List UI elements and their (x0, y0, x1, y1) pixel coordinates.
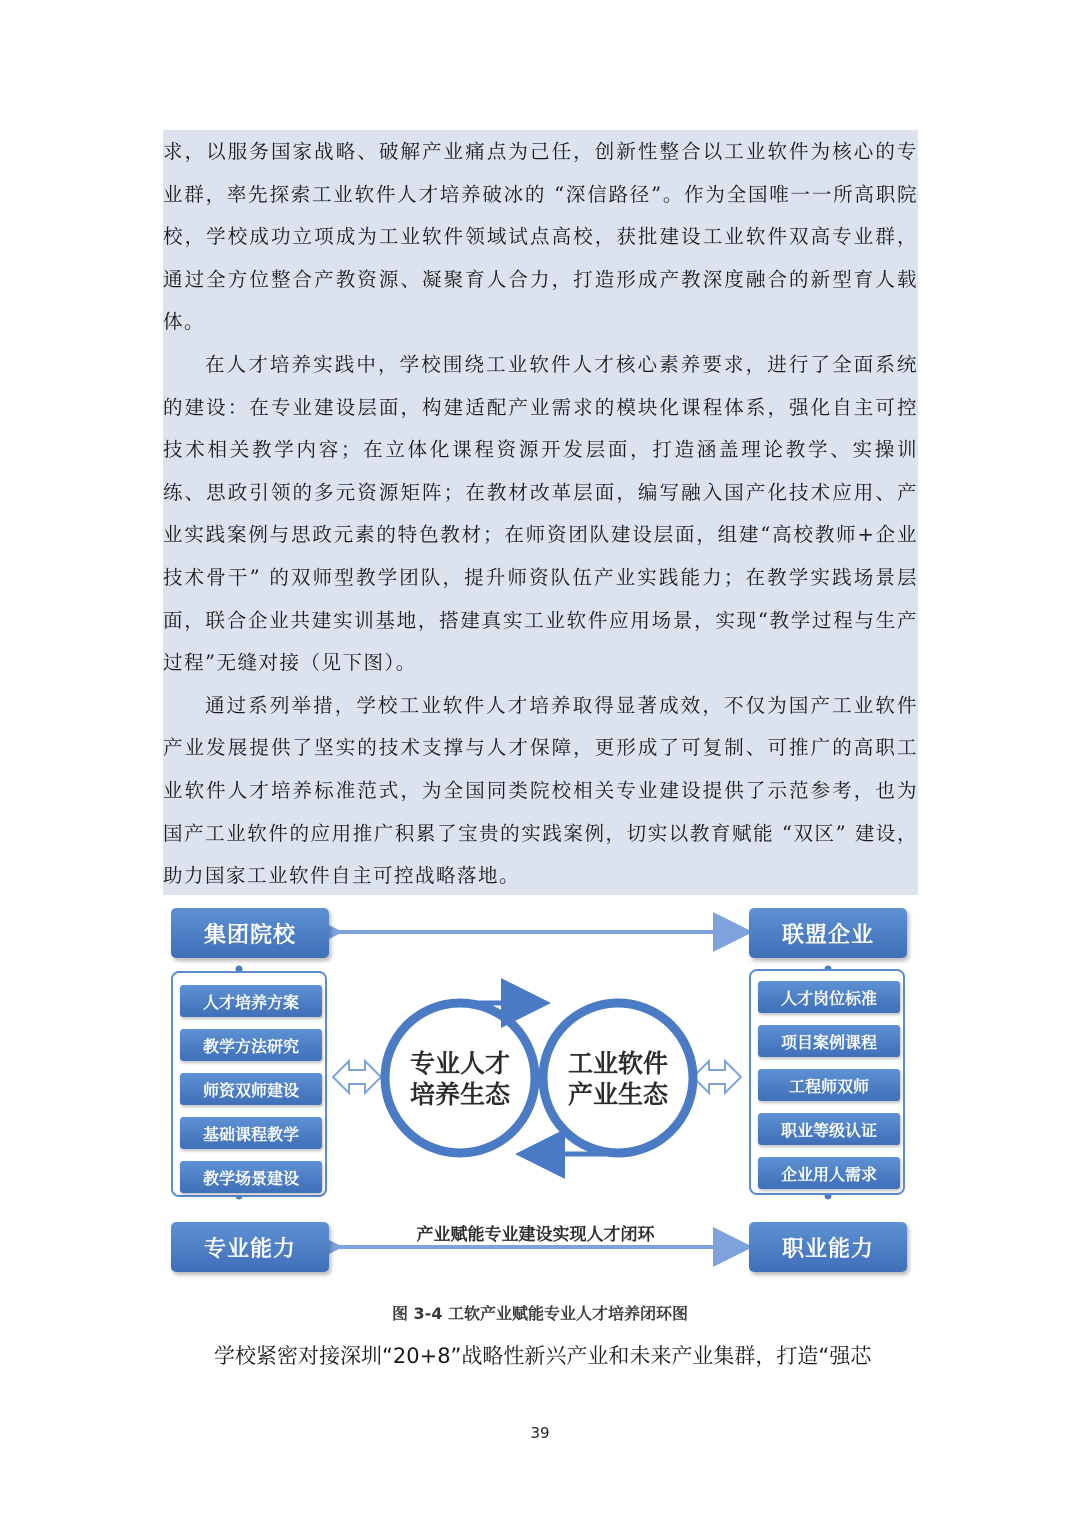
college-item: 教学场景建设 (180, 1161, 322, 1193)
paragraph-1: 求，以服务国家战略、破解产业痛点为己任，创新性整合以工业软件为核心的专业群，率先探索工业软件人才培养破冰的 “深信路径”。作为全国唯一一所高职院校，学校成功立项成为工业软件领域试点高校，获批建设工业软件双高专业群，通过全方位整合产教资源、凝聚育人合力，打造形成产教深度融合的新型育人载体。 (163, 140, 918, 334)
highlighted-text-block (163, 130, 918, 895)
enterprise-item: 职业等级认证 (758, 1113, 900, 1145)
professional-ability-box: 专业能力 (171, 1222, 329, 1272)
vocational-ability-box: 职业能力 (749, 1222, 907, 1272)
closed-loop-diagram (163, 902, 918, 1287)
college-item: 师资双师建设 (180, 1073, 322, 1105)
paragraph-2: 在人才培养实践中，学校围绕工业软件人才核心素养要求，进行了全面系统的建设：在专业建设层面，构建适配产业需求的模块化课程体系，强化自主可控技术相关教学内容；在立体化课程资源开发层面，打造涵盖理论教学、实操训练、思政引领的多元资源矩阵；在教材改革层面，编写融入国产化技术应用、产业实践案例与思政元素的特色教材；在师资团队建设层面，组建“高校教师+企业技术骨干” 的双师型教学团队，提升师资队伍产业实践能力；在教学实践场景层面，联合企业共建实训基地，搭建真实工业软件应用场景，实现“教学过程与生产过程”无缝对接（见下图）。 (163, 352, 918, 675)
college-item: 教学方法研究 (180, 1029, 322, 1061)
industry-ecosystem-label (553, 1048, 683, 1110)
right-hollow-arrow (693, 1061, 741, 1093)
college-items-panel (171, 971, 327, 1197)
left-hollow-arrow (333, 1061, 381, 1093)
enterprise-item: 企业用人需求 (758, 1157, 900, 1189)
alliance-enterprises-box: 联盟企业 (749, 908, 907, 958)
talent-ecosystem-line-2: 培养生态 (409, 1080, 510, 1109)
enterprise-items-panel (749, 969, 905, 1195)
college-item: 基础课程教学 (180, 1117, 322, 1149)
talent-ecosystem-line-1: 专业人才 (409, 1049, 510, 1078)
page-number: 39 (530, 1424, 550, 1442)
figure-caption: 图 3-4 工软产业赋能专业人才培养闭环图 (391, 1304, 689, 1323)
paragraph-3: 通过系列举措，学校工业软件人才培养取得显著成效，不仅为国产工业软件产业发展提供了坚实的技术支撑与人才保障，更形成了可复制、可推广的高职工业软件人才培养标准范式，为全国同类院校相关专业建设提供了示范参考，也为国产工业软件的应用推广积累了宝贵的实践案例，切实以教育赋能 “双区” 建设，助力国家工业软件自主可控战略落地。 (163, 693, 918, 888)
trailing-paragraph: 学校紧密对接深圳“20+8”战略性新兴产业和未来产业集群，打造“强芯 (214, 1344, 872, 1368)
enterprise-item: 项目案例课程 (758, 1025, 900, 1057)
talent-ecosystem-label (395, 1048, 525, 1110)
industry-ecosystem-line-1: 工业软件 (567, 1049, 668, 1078)
group-colleges-box: 集团院校 (171, 908, 329, 958)
closed-loop-arrow-label: 产业赋能专业建设实现人才闭环 (416, 1225, 655, 1245)
enterprise-item: 人才岗位标准 (758, 981, 900, 1013)
industry-ecosystem-line-2: 产业生态 (567, 1080, 668, 1109)
enterprise-item: 工程师双师 (758, 1069, 900, 1101)
college-item: 人才培养方案 (180, 985, 322, 1017)
